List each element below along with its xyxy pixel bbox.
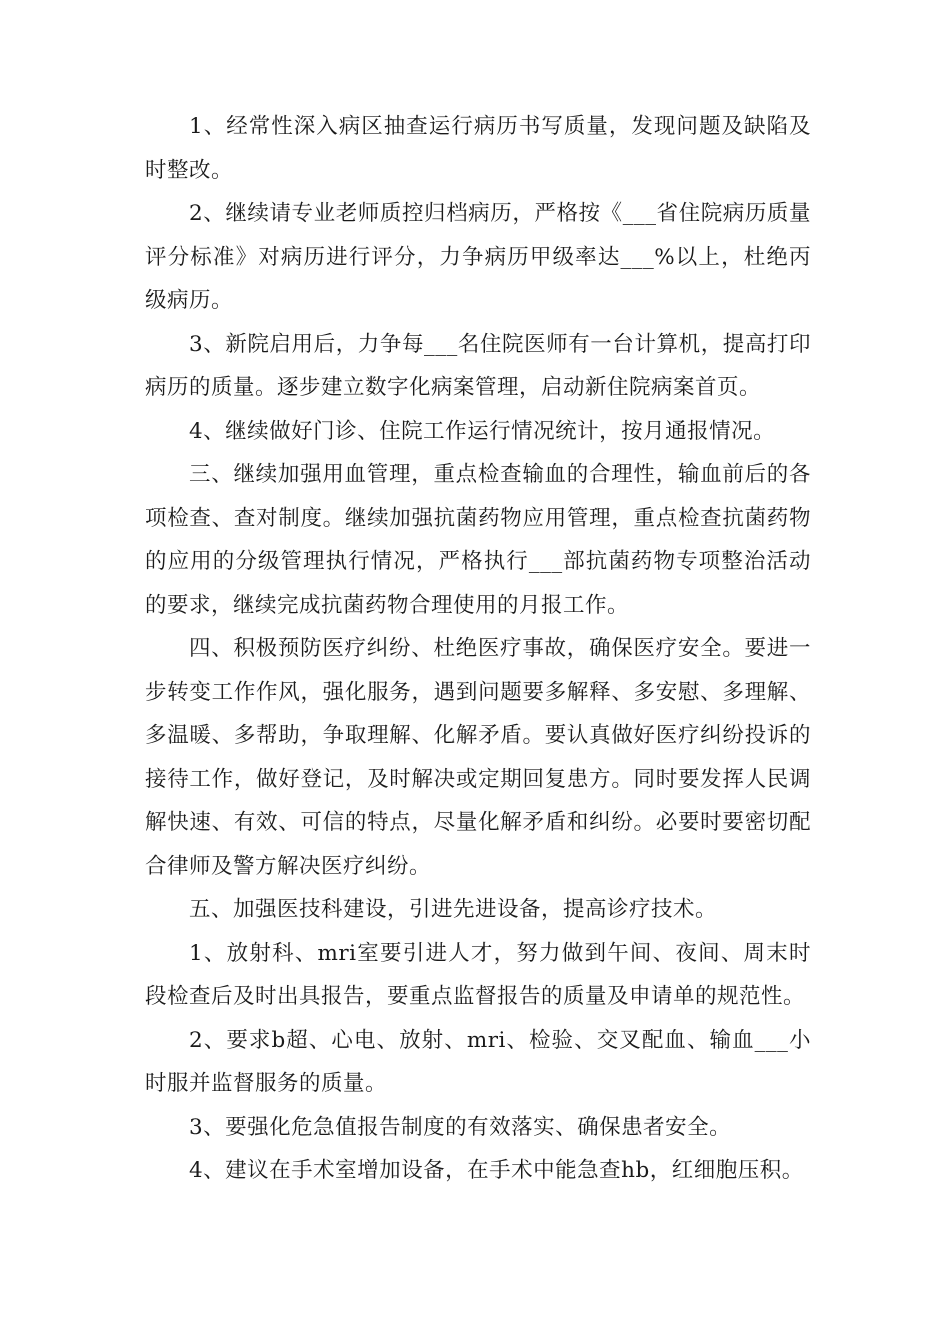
paragraph-radiology: 1、放射科、mri室要引进人才，努力做到午间、夜间、周末时段检查后及时出具报告，要重点监督报告的质量及申请单的规范性。 [145,940,811,1009]
paragraph-operating-room: 4、建议在手术室增加设备，在手术中能急查hb，红细胞压积。 [189,1158,804,1183]
paragraph-computer-records: 3、新院启用后，力争每___名住院医师有一台计算机，提高打印病历的质量。逐步建立数字化病案管理，启动新住院病案首页。 [145,331,811,400]
paragraph-dispute-prevention: 四、积极预防医疗纠纷、杜绝医疗事故，确保医疗安全。要进一步转变工作作风，强化服务，遇到问题要多解释、多安慰、多理解、多温暖、多帮助，争取理解、化解矛盾。要认真做好医疗纠纷投诉的接待工作，做好登记，及时解决或定期回复患方。同时要发挥人民调解快速、有效、可信的特点，尽量化解矛盾和纠纷。必要时要密切配合律师及警方解决医疗纠纷。 [145,636,811,879]
paragraph-critical-values: 3、要强化危急值报告制度的有效落实、确保患者安全。 [189,1114,732,1140]
paragraph-blood-management: 三、继续加强用血管理，重点检查输血的合理性，输血前后的各项检查、查对制度。继续加强抗菌药物应用管理，重点检查抗菌药物的应用的分级管理执行情况，严格执行___部抗菌药物专项整治活动的要求，继续完成抗菌药物合理使用的月报工作。 [145,462,811,618]
document-body [145,105,811,1193]
paragraph-statistics: 4、继续做好门诊、住院工作运行情况统计，按月通报情况。 [189,418,776,444]
paragraph-service-hours: 2、要求b超、心电、放射、mri、检验、交叉配血、输血___小时服并监督服务的质量。 [145,1027,811,1096]
paragraph-quality-check: 1、经常性深入病区抽查运行病历书写质量，发现问题及缺陷及时整改。 [145,114,811,183]
paragraph-medtech-heading: 五、加强医技科建设，引进先进设备，提高诊疗技术。 [189,897,718,922]
paragraph-archive-review: 2、继续请专业老师质控归档病历，严格按《___省住院病历质量评分标准》对病历进行评分，力争病历甲级率达___%以上，杜绝丙级病历。 [145,201,811,313]
